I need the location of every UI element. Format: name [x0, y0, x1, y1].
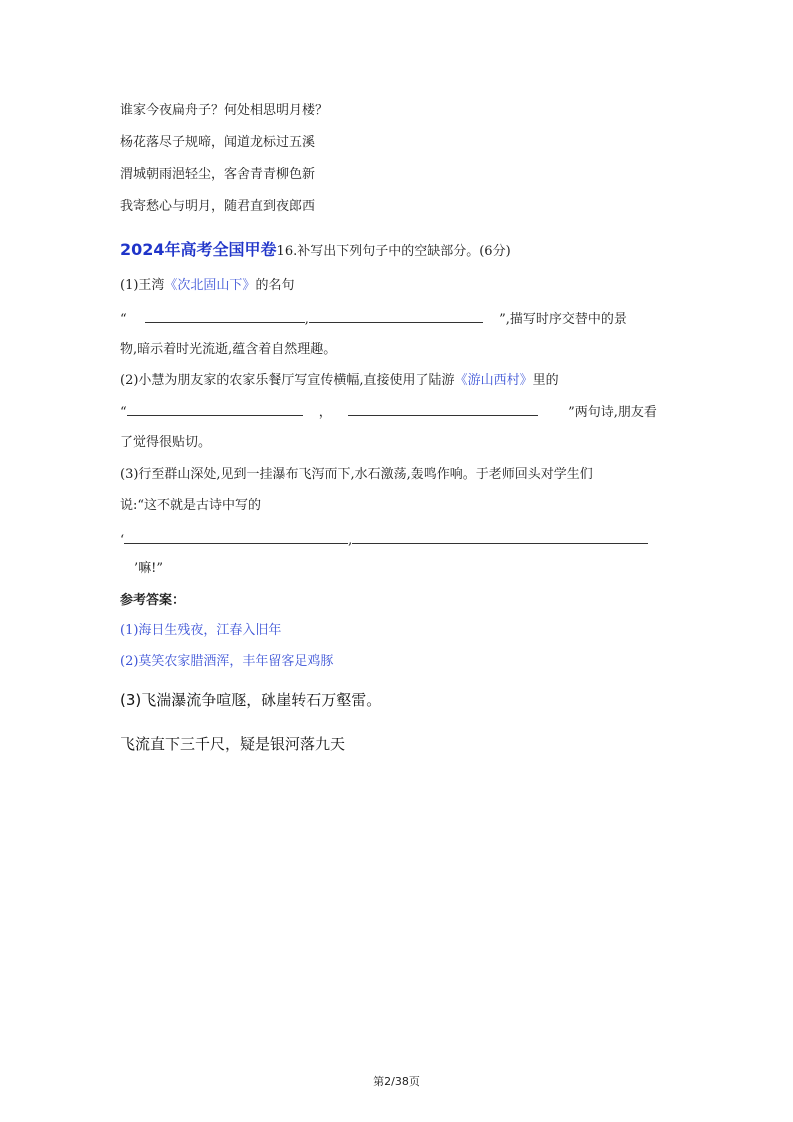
answer-2: (2)莫笑农家腊酒浑，丰年留客足鸡豚	[120, 654, 334, 669]
q3-line2: 说:“这不就是古诗中写的	[120, 498, 262, 513]
q3-end: ’嘛!”	[134, 561, 164, 576]
comma: ,	[348, 533, 353, 548]
poem-line: 我寄愁心与明月，随君直到夜郎西	[120, 199, 316, 214]
q2-work-title: 《游山西村》	[454, 373, 533, 388]
answer-4: 飞流直下三千尺，疑是银河落九天	[120, 735, 346, 753]
answer-blank	[352, 530, 648, 544]
open-quote: “	[120, 405, 127, 420]
poem-line: 谁家今夜扁舟子？何处相思明月楼？	[120, 103, 329, 118]
question-text: 16.补写出下列句子中的空缺部分。(6分)	[276, 244, 511, 259]
open-quote: “	[120, 312, 127, 327]
open-quote: ‘	[120, 533, 125, 548]
section-header	[120, 240, 511, 262]
q1-continuation: 物,暗示着时光流逝,蕴含着自然理趣。	[120, 342, 337, 357]
comma: ，	[318, 405, 332, 420]
answer-3: (3)飞湍瀑流争喧豗，砯崖转石万壑雷。	[120, 691, 382, 709]
q1-prefix: (1)王湾	[120, 278, 165, 293]
answer-blank	[124, 530, 348, 544]
answer-1: (1)海日生残夜，江春入旧年	[120, 623, 282, 638]
q2-intro	[120, 372, 559, 390]
q1-blank-line	[120, 309, 627, 329]
q2-continuation: 了觉得很贴切。	[120, 435, 212, 450]
q2-prefix: (2)小慧为朋友家的农家乐餐厅写宣传横幅,直接使用了陆游	[120, 373, 455, 388]
q3-blank-line	[120, 530, 648, 550]
q2-after-text: ”两句诗,朋友看	[568, 405, 657, 420]
section-title: 2024年高考全国甲卷	[120, 240, 277, 259]
q2-blank-line	[120, 402, 657, 422]
answer-blank	[309, 309, 483, 323]
page-number: 第2/38页	[373, 1075, 420, 1088]
poem-line: 杨花落尽子规啼，闻道龙标过五溪	[120, 135, 316, 150]
answer-blank	[127, 402, 303, 416]
q3-line1: (3)行至群山深处,见到一挂瀑布飞泻而下,水石激荡,轰鸣作响。于老师回头对学生们	[120, 467, 593, 482]
q1-after-text: ”,描写时序交替中的景	[499, 312, 627, 327]
q2-suffix: 里的	[532, 373, 559, 388]
poem-line: 渭城朝雨浥轻尘，客舍青青柳色新	[120, 167, 316, 182]
answer-blank	[348, 402, 538, 416]
q1-intro	[120, 277, 294, 295]
q1-work-title: 《次北固山下》	[164, 278, 256, 293]
answer-blank	[145, 309, 305, 323]
q1-suffix: 的名句	[255, 278, 295, 293]
comma: ,	[304, 312, 309, 327]
answer-label: 参考答案：	[120, 593, 186, 608]
